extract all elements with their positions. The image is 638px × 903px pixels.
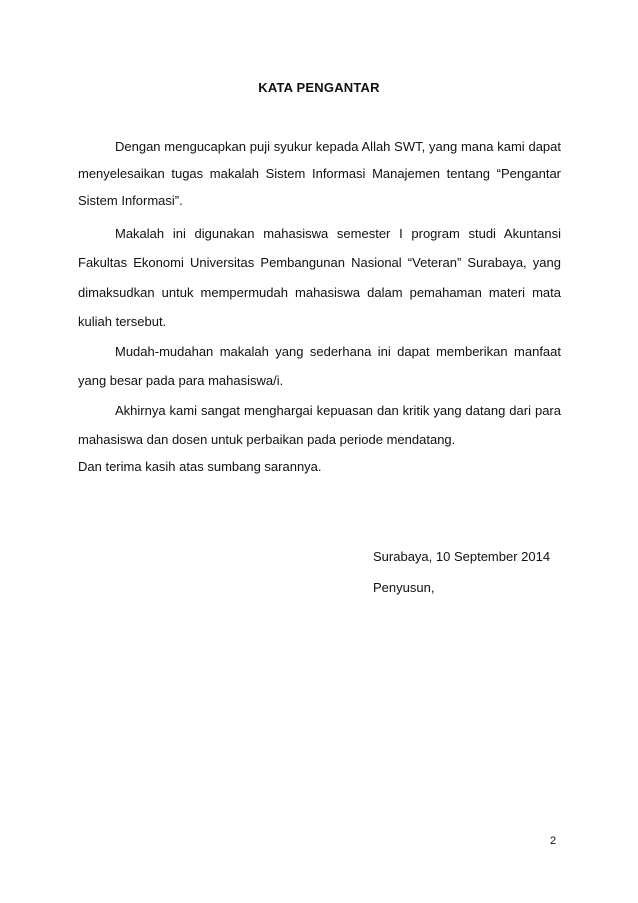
paragraph-line: Sistem Informasi”.	[78, 193, 183, 208]
page-number: 2	[550, 835, 557, 847]
paragraph-line: Akhirnya kami sangat menghargai kepuasan dan kritik yang datang dari para	[115, 403, 561, 418]
paragraph-line: Fakultas Ekonomi Universitas Pembangunan Nasional “Veteran” Surabaya, yang	[78, 255, 561, 270]
paragraph-line: yang besar pada para mahasiswa/i.	[78, 373, 284, 388]
paragraph-line: Makalah ini digunakan mahasiswa semester I program studi Akuntansi	[115, 226, 561, 241]
signature-author: Penyusun,	[373, 580, 435, 595]
paragraph-line: Dan terima kasih atas sumbang sarannya.	[78, 459, 322, 474]
signature-place-date: Surabaya, 10 September 2014	[373, 549, 551, 564]
page-title: KATA PENGANTAR	[258, 80, 380, 95]
paragraph-line: dimaksudkan untuk mempermudah mahasiswa dalam pemahaman materi mata	[78, 285, 561, 300]
paragraph-line: menyelesaikan tugas makalah Sistem Informasi Manajemen tentang “Pengantar	[78, 166, 561, 181]
paragraph-line: mahasiswa dan dosen untuk perbaikan pada periode mendatang.	[78, 432, 456, 447]
paragraph-line: Dengan mengucapkan puji syukur kepada Allah SWT, yang mana kami dapat	[115, 139, 561, 154]
paragraph-line: Mudah-mudahan makalah yang sederhana ini dapat memberikan manfaat	[115, 344, 561, 359]
paragraph-line: kuliah tersebut.	[78, 314, 167, 329]
